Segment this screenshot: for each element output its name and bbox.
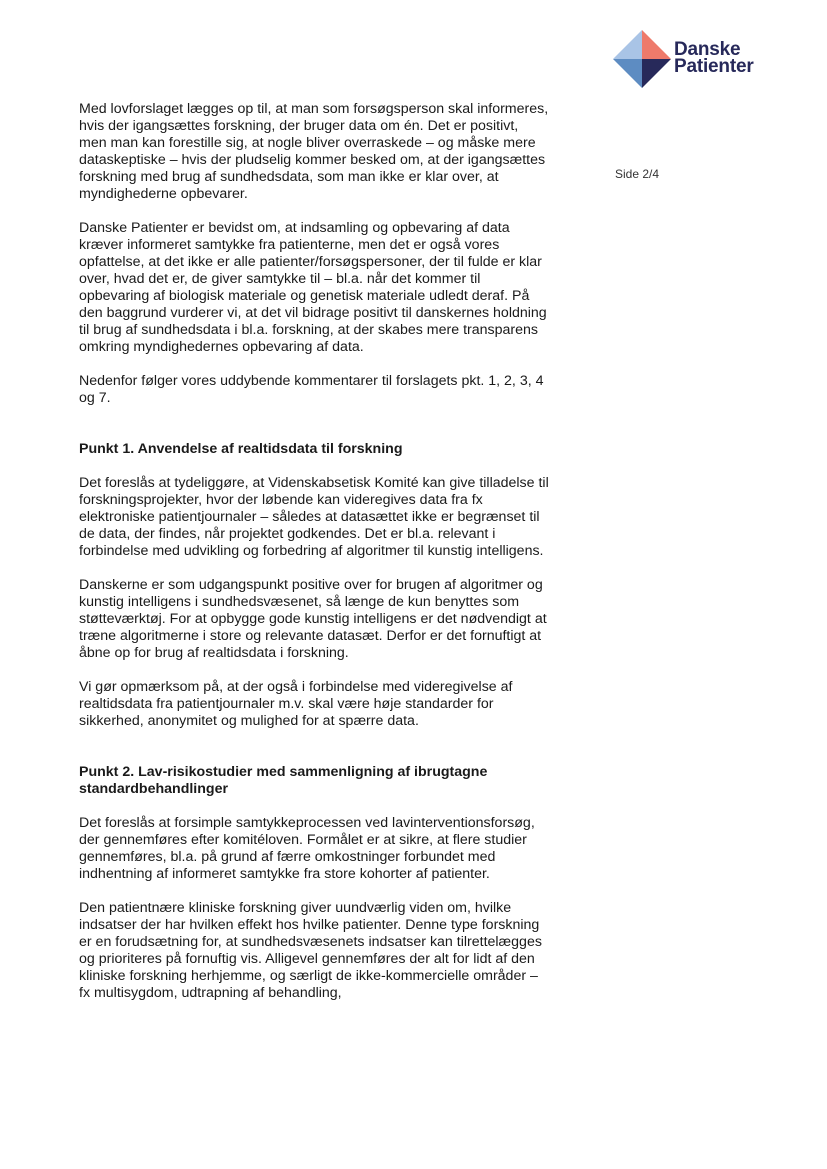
section-1-heading: Punkt 1. Anvendelse af realtidsdata til forskning	[79, 441, 403, 457]
intro-paragraph-1: Med lovforslaget lægges op til, at man som forsøgsperson skal informeres, hvis der igangsættes forskning, der bruger data om én. Det er positivt, men man kan forestille sig, at nogle bliver overraskede – og måske mere dataskeptiske – hvis der pludselig kommer besked om, at der igangsættes forskning med brug af sundhedsdata, som man ikke er klar over, at myndighederne opbevarer.	[79, 101, 549, 202]
intro-paragraph-3: Nedenfor følger vores uddybende kommentarer til forslagets pkt. 1, 2, 3, 4 og 7.	[79, 373, 544, 406]
section-2-paragraph-1: Det foreslås at forsimple samtykkeprocessen ved lavinterventionsforsøg, der gennemføres efter komitéloven. Formålet er at sikre, at flere studier gennemføres, bl.a. på grund af færre omkostninger forbundet med indhentning af informeret samtykke fra store kohorter af patienter.	[79, 815, 535, 882]
danske-patienter-logo	[613, 30, 773, 88]
document-body	[79, 101, 549, 1019]
logo-line-1: Danske	[674, 39, 741, 60]
intro-paragraph-2: Danske Patienter er bevidst om, at indsamling og opbevaring af data kræver informeret samtykke fra patienterne, men det er også vores opfattelse, at det ikke er alle patienter/forsøgspersoner, der til fulde er klar over, hvad det er, de giver samtykke til – bl.a. når det kommer til opbevaring af biologisk materiale og genetisk materiale udledt deraf. På den baggrund vurderer vi, at det vil bidrage positivt til danskernes holdning til brug af sundhedsdata i bl.a. forskning, at der skabes mere transparens omkring myndighedernes opbevaring af data.	[79, 220, 547, 355]
logo-wordmark	[674, 41, 754, 75]
logo-diamond-icon	[613, 30, 671, 88]
section-1-paragraph-3: Vi gør opmærksom på, at der også i forbindelse med videregivelse af realtidsdata fra patientjournaler m.v. skal være høje standarder for sikkerhed, anonymitet og mulighed for at spærre data.	[79, 679, 513, 729]
logo-line-2: Patienter	[674, 56, 754, 77]
section-2-heading: Punkt 2. Lav-risikostudier med sammenligning af ibrugtagne standardbehandlinger	[79, 764, 488, 797]
section-1-paragraph-2: Danskerne er som udgangspunkt positive over for brugen af algoritmer og kunstig intelligens i sundhedsvæsenet, så længe de kun benyttes som støtteværktøj. For at opbygge gode kunstig intelligens er det nødvendigt at træne algoritmerne i store og relevante datasæt. Derfor er det fornuftigt at åbne op for brug af realtidsdata i forskning.	[79, 577, 547, 661]
page-number: Side 2/4	[615, 167, 660, 181]
section-2-paragraph-2: Den patientnære kliniske forskning giver uundværlig viden om, hvilke indsatser der har hvilken effekt hos hvilke patienter. Denne type forskning er en forudsætning for, at sundhedsvæsenets indsatser kan tilrettelægges og prioriteres på fornuftig vis. Alligevel gennemføres der alt for lidt af den kliniske forskning herhjemme, og særligt de ikke-kommercielle områder – fx multisygdom, udtrapning af behandling,	[79, 900, 542, 1001]
section-1-paragraph-1: Det foreslås at tydeliggøre, at Videnskabsetisk Komité kan give tilladelse til forskningsprojekter, hvor der løbende kan videregives data fra fx elektroniske patientjournaler – således at datasættet ikke er begrænset til de data, der findes, når projektet godkendes. Det er bl.a. relevant i forbindelse med udvikling og forbedring af algoritmer til kunstig intelligens.	[79, 475, 549, 559]
